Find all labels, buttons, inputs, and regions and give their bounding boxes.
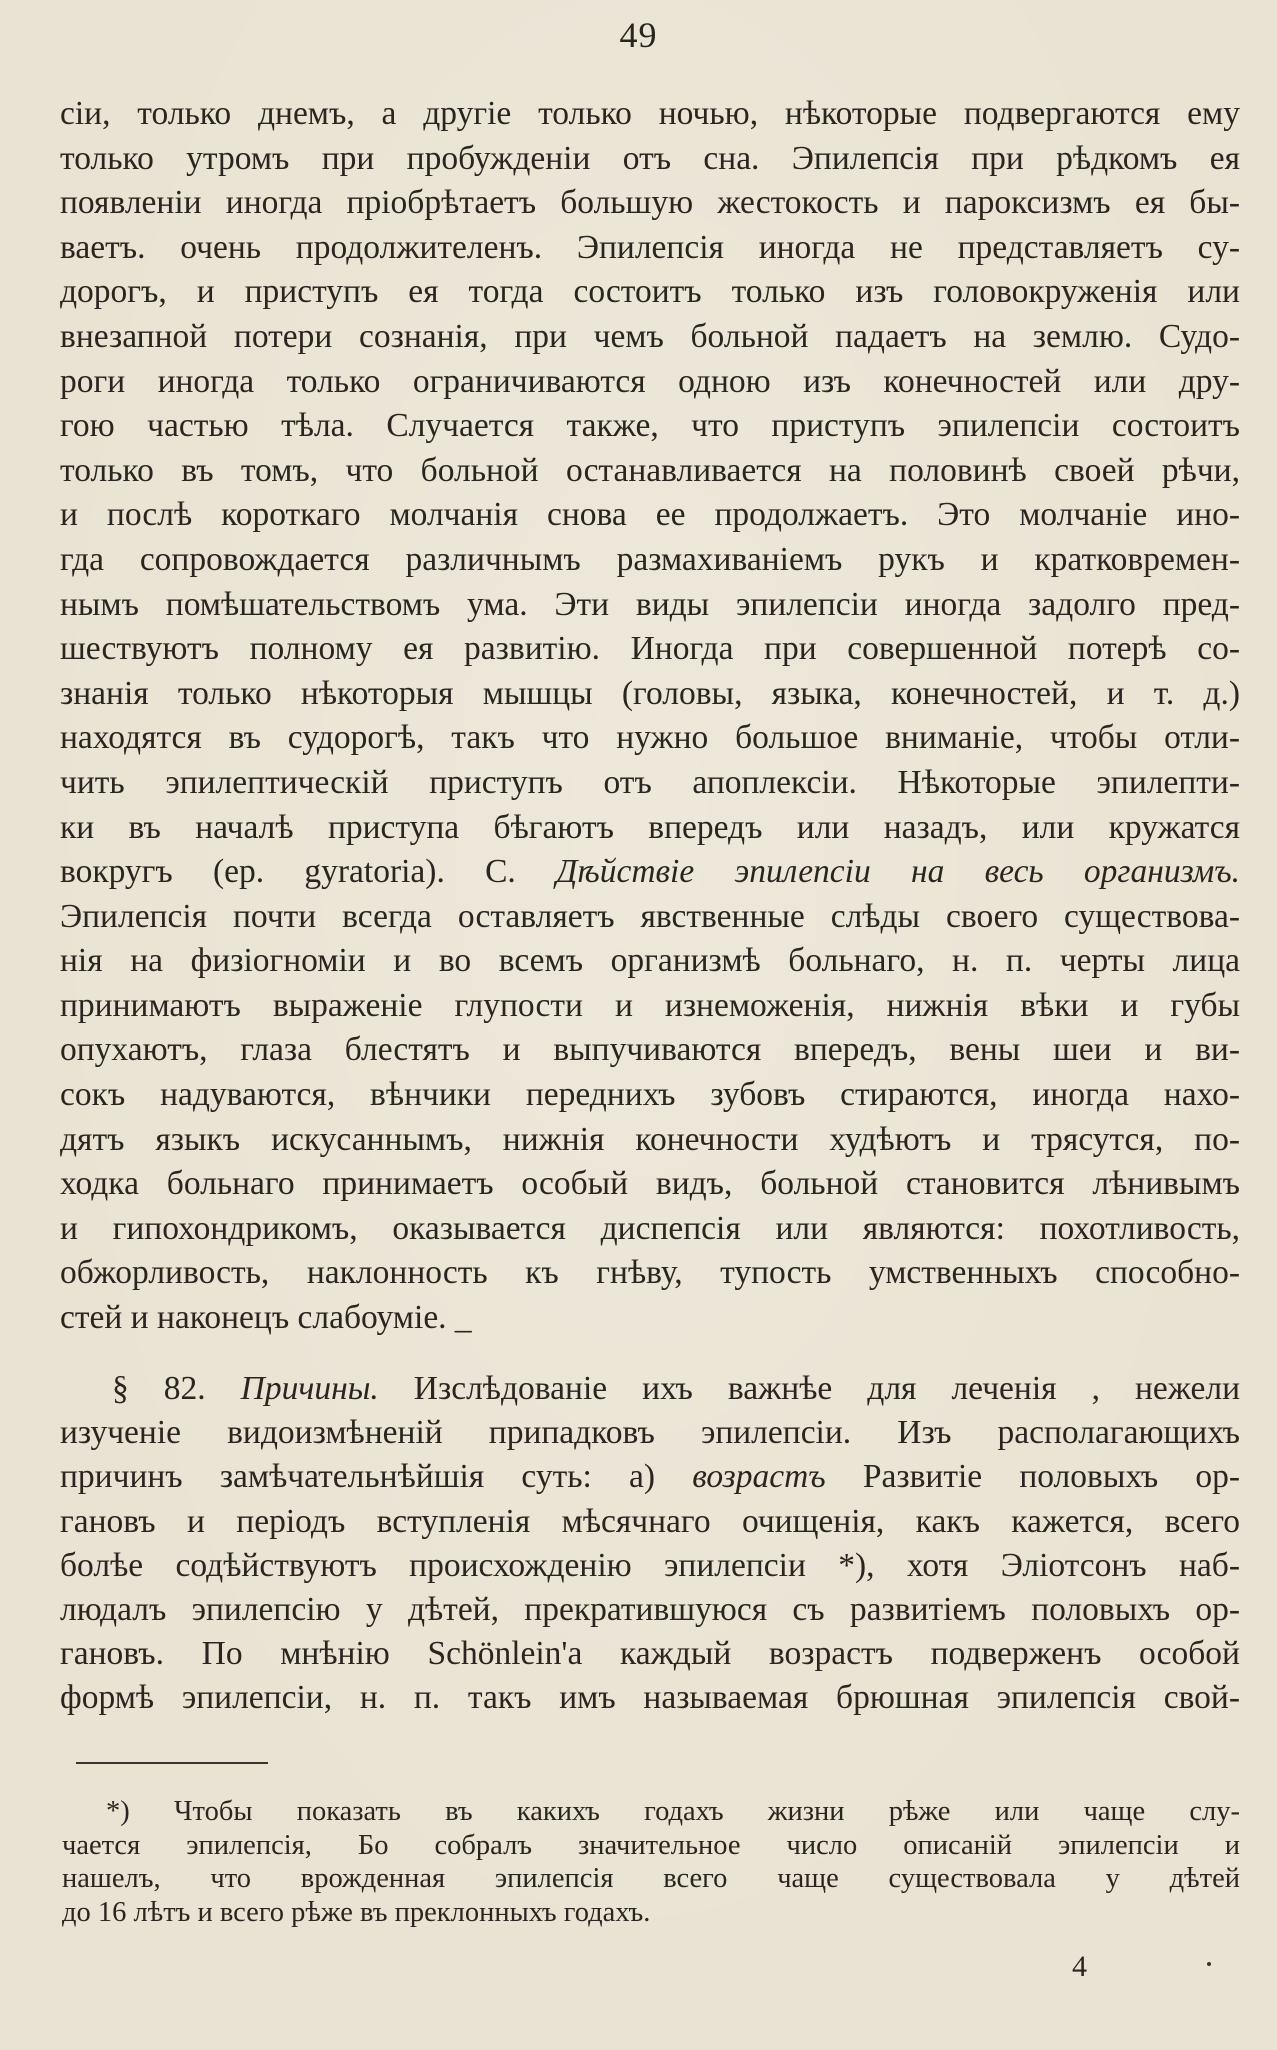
text-line: появленіи иногда пріобрѣтаетъ большую жестокость и пароксизмъ ея бы- — [60, 184, 1240, 222]
text-line: ваетъ. очень продолжителенъ. Эпилепсія иногда не представляетъ су- — [60, 228, 1240, 266]
text-line: внезапной потери сознанія, при чемъ больной падаетъ на землю. Судо- — [60, 317, 1240, 355]
text-line: находятся въ судорогѣ, такъ что нужно большое вниманіе, чтобы отли- — [60, 719, 1240, 757]
text-line: Эпилепсія почти всегда оставляетъ явственные слѣды своего существова- — [60, 897, 1240, 935]
text-line-with-italic — [60, 1455, 1240, 1499]
text-line: изученіе видоизмѣненій припадковъ эпилепсіи. Изъ располагающихъ — [60, 1414, 1240, 1452]
text-line: только утромъ при пробужденіи отъ сна. Эпилепсія при рѣдкомъ ея — [60, 139, 1240, 177]
text-line: гановъ. По мнѣнію Schönlein'а каждый возрастъ подверженъ особой — [60, 1635, 1240, 1673]
text-fragment: причинъ замѣчательнѣйшія суть: а) — [60, 1458, 656, 1496]
footnote-line: чается эпилепсія, Бо собралъ значительное число описаній эпилепсіи и — [62, 1829, 1240, 1861]
italic-term: возрастъ — [692, 1458, 826, 1496]
footnote-line: *) Чтобы показать въ какихъ годахъ жизни рѣже или чаще слу- — [106, 1796, 1240, 1827]
text-line: дорогъ, и приступъ ея тогда состоитъ только изъ головокруженія или — [60, 273, 1240, 311]
text-line: обжорливость, наклонность къ гнѣву, тупость умственныхъ способно- — [60, 1254, 1240, 1292]
text-line: чить эпилептическій приступъ отъ апоплексіи. Нѣкоторые эпилепти- — [60, 763, 1240, 801]
text-fragment: вокругъ (ер. gyratoria). С. — [60, 853, 516, 891]
footnote-line: до 16 лѣтъ и всего рѣже въ преклонныхъ годахъ. — [62, 1896, 651, 1928]
text-line: дятъ языкъ искусаннымъ, нижнія конечности худѣютъ и трясутся, по- — [60, 1120, 1240, 1158]
text-line: нымъ помѣшательствомъ ума. Эти виды эпилепсіи иногда задолго пред- — [60, 585, 1240, 623]
text-line: роги иногда только ограничиваются одною изъ конечностей или дру- — [60, 362, 1240, 400]
text-line: гановъ и періодъ вступленія мѣсячнаго очищенія, какъ кажется, всего — [60, 1502, 1240, 1540]
text-fragment: Изслѣдованіе ихъ важнѣе для леченія , нежели — [413, 1370, 1240, 1407]
text-line: гою частью тѣла. Случается также, что приступъ эпилепсіи состоитъ — [60, 407, 1240, 445]
footnote — [62, 1795, 1240, 1929]
text-line: людалъ эпилепсію у дѣтей, прекратившуюся съ развитіемъ половыхъ ор- — [60, 1590, 1240, 1628]
text-line: ходка больнаго принимаетъ особый видъ, больной становится лѣнивымъ — [60, 1165, 1240, 1203]
section-heading-italic: Причины. — [240, 1370, 379, 1407]
print-dot — [1207, 1962, 1211, 1966]
text-line: стей и наконецъ слабоуміе. _ — [60, 1299, 472, 1337]
section-number: § 82. — [112, 1370, 206, 1407]
section-heading-line — [60, 1367, 1240, 1411]
text-line: болѣе содѣйствуютъ происхожденію эпилепсіи *), хотя Эліотсонъ наб- — [60, 1546, 1240, 1584]
footnote-separator — [76, 1762, 268, 1764]
text-line-with-subheading — [60, 850, 1240, 895]
text-line: опухаютъ, глаза блестятъ и выпучиваются впередъ, вены шеи и ви- — [60, 1031, 1240, 1069]
page-number: 49 — [619, 15, 658, 55]
text-fragment: Развитіе половыхъ ор- — [862, 1458, 1240, 1496]
text-line: нія на физіогноміи и во всемъ организмѣ больнаго, н. п. черты лица — [60, 942, 1240, 980]
text-line: знанія только нѣкоторыя мышцы (головы, языка, конечностей, и т. д.) — [60, 674, 1240, 712]
paragraph-epilepsy-forms — [60, 92, 1240, 1341]
paragraph-causes — [60, 1367, 1240, 1721]
text-line: формѣ эпилепсіи, н. п. такъ имъ называемая брюшная эпилепсія свой- — [60, 1679, 1240, 1717]
text-line: принимаютъ выраженіе глупости и изнеможенія, нижнія вѣки и губы — [60, 986, 1240, 1024]
text-line: и послѣ короткаго молчанія снова ее продолжаетъ. Это молчаніе ино- — [60, 496, 1240, 534]
subheading-italic: Дѣйствіе эпилепсіи на весь организмъ. — [556, 853, 1240, 891]
text-line: только въ томъ, что больной останавливается на половинѣ своей рѣчи, — [60, 451, 1240, 489]
footnote-line: нашелъ, что врожденная эпилепсія всего чаще существовала у дѣтей — [62, 1863, 1240, 1894]
text-line: гда сопровождается различнымъ размахиваніемъ рукъ и кратковремен- — [60, 540, 1240, 578]
signature-mark: 4 — [1072, 1950, 1087, 1983]
text-line: ки въ началѣ приступа бѣгаютъ впередъ или назадъ, или кружатся — [60, 808, 1240, 846]
text-line: сокъ надуваются, вѣнчики переднихъ зубовъ стираются, иногда нахо- — [60, 1076, 1240, 1114]
text-line: и гипохондрикомъ, оказывается диспепсія или являются: похотливость, — [60, 1209, 1240, 1247]
text-line: шествуютъ полному ея развитію. Иногда при совершенной потерѣ со- — [60, 630, 1240, 668]
text-line: сіи, только днемъ, а другіе только ночью, нѣкоторые подвергаются ему — [60, 95, 1240, 132]
